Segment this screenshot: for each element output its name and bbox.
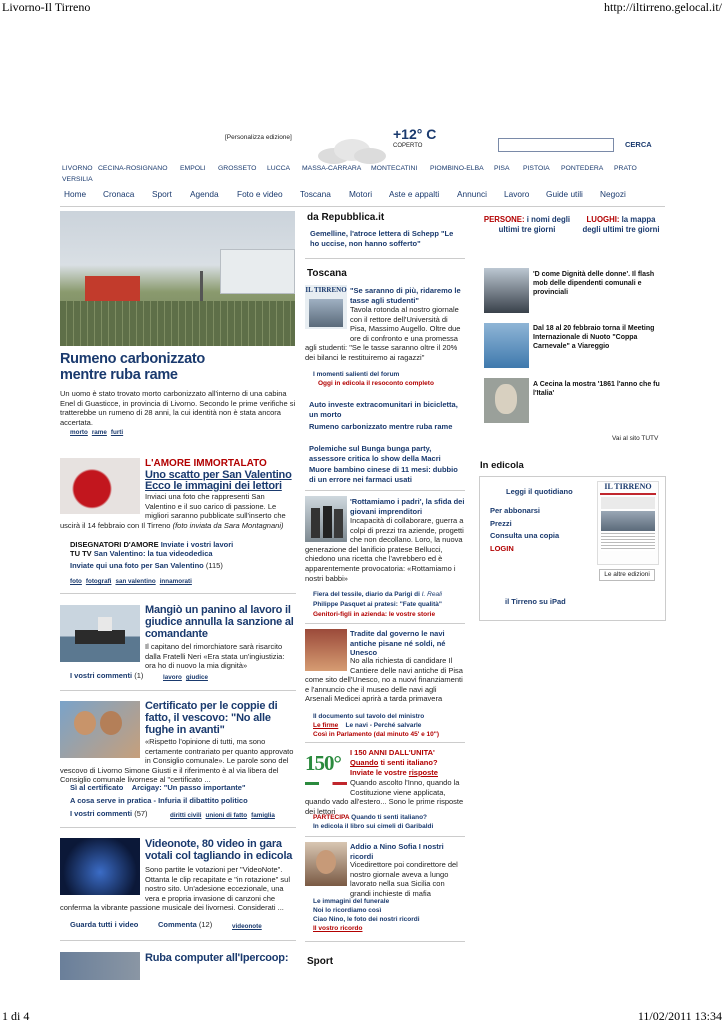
print-date: 11/02/2011 13:34 [637, 1009, 722, 1023]
lead-text: Un uomo è stato trovato morto carbonizzato all'interno di una cabina Enel di Guasticce, in provincia di Livorno. Secondo le prime verifiche si tratterebbe un rumeno di 28 anni, la cui identità non è stata ancora accertata. [60, 389, 296, 427]
city-link[interactable]: PISA [494, 165, 510, 172]
ipercoop-photo[interactable] [60, 952, 140, 980]
toscana-s4-sub2[interactable]: In edicola il libro sui cimeli di Garibaldi [313, 823, 434, 830]
sport-heading: Sport [307, 956, 334, 967]
nav-agenda[interactable]: Agenda [190, 189, 219, 199]
lead-tags [70, 427, 127, 437]
video-link-all[interactable]: Guarda tutti i video [70, 920, 139, 929]
weather-label: COPERTO [393, 143, 423, 149]
search-input[interactable] [498, 138, 614, 152]
toscana-s2-sub1[interactable]: Fiera del tessile, diario da Parigi di I. Reali [313, 591, 442, 598]
city-link[interactable]: PONTEDERA [561, 165, 604, 172]
city-link[interactable]: CECINA-ROSIGNANO [98, 165, 168, 172]
city-link[interactable]: PISTOIA [523, 165, 550, 172]
video-text: Sono partite le votazioni per "VideoNote". Ottanta le clip recapitate e "in rotazione" sul nostro sito. Un'adesione eccezionale, una vera e propria invasione di canzoni che conferma la vibrante passione musicale dei livornesi. Considerati ... [60, 865, 290, 913]
tutv-item-3[interactable]: A Cecina la mostra '1861 l'anno che fu l'Italia' [533, 381, 660, 397]
nav-cronaca[interactable]: Cronaca [103, 189, 135, 199]
tag-link[interactable]: rame [91, 429, 107, 436]
repubblica-item[interactable]: Gemelline, l'atroce lettera di Schepp "Le ho uccise, non hanno sofferto" [310, 229, 454, 248]
lead-headline[interactable]: Rumeno carbonizzato mentre ruba rame [60, 351, 205, 383]
weather-cloud-icon [312, 134, 392, 166]
panino-headline[interactable]: Mangiò un panino al lavoro il giudice annulla la sanzione al comandante [145, 604, 294, 641]
tag-link[interactable]: morto [70, 429, 88, 436]
leggi-quotidiano-link[interactable]: Leggi il quotidiano [506, 487, 573, 496]
toscana-s4-title2[interactable]: Inviate le vostre risposte [350, 768, 438, 777]
video-comment-link[interactable]: Commenta (12) [158, 920, 213, 929]
toscana-s2-text: Incapacità di collaborare, guerra a colpi di prezzi tra aziende, progetti che non decollano. Loro, la nuova generazione del lanificio pratese Bellucci, chiedono una ricetta che l'avrebbero ed è apparentemente provocatoria: «Rottamiamo i nostri babbi» [305, 516, 464, 583]
nav-toscana[interactable]: Toscana [300, 189, 331, 199]
tutv-item-1[interactable]: 'D come Dignità delle donne'. Il flash mob delle dipendenti comunali e provinciali [533, 271, 655, 296]
temperature: +12° C [393, 126, 437, 142]
tutv-site-link[interactable]: Vai al sito TUTV [612, 435, 659, 442]
tag-link[interactable]: innamorati [159, 578, 192, 585]
tag-link[interactable]: giudice [185, 674, 208, 681]
panino-tags [163, 672, 212, 682]
tag-link[interactable]: foto [70, 578, 82, 585]
nav-negozi[interactable]: Negozi [600, 189, 626, 199]
coppie-headline[interactable]: Certificato per le coppie di fatto, il vescovo: "No alle fughe in avanti" [145, 700, 278, 737]
city-link[interactable]: EMPOLI [180, 165, 206, 172]
ipad-link[interactable]: il Tirreno su iPad [505, 597, 566, 606]
toscana-s5-title[interactable]: Addio a Nino Sofia I nostri ricordi [350, 842, 444, 861]
toscana-s5-sub1[interactable]: Le immagini del funerale [313, 898, 390, 905]
toscana-heading: Toscana [307, 268, 347, 279]
personalize-link[interactable]: [Personalizza edizione] [225, 134, 292, 141]
tag-link[interactable]: lavoro [163, 674, 182, 681]
tag-link[interactable]: fotografi [85, 578, 112, 585]
nav-annunci[interactable]: Annunci [457, 189, 487, 199]
amore-title-1[interactable]: Uno scatto per San Valentino [145, 469, 292, 481]
toscana-s2-sub2[interactable]: Philippe Pasquet ai pratesi: "Fate qualità" [313, 601, 442, 608]
persone-link[interactable]: PERSONE: i nomi degli ultimi tre giorni [483, 215, 571, 234]
abbonarsi-link[interactable]: Per abbonarsi [490, 506, 541, 515]
tag-link[interactable]: diritti civili [170, 812, 202, 819]
city-link[interactable]: LIVORNO [62, 165, 93, 172]
nav-sport[interactable]: Sport [152, 189, 172, 199]
toscana-s1-sub2[interactable]: Oggi in edicola il resoconto completo [318, 380, 434, 387]
amore-tags [70, 576, 196, 586]
toscana-list-1[interactable]: Auto investe extracomunitari in bicicletta, un morto [309, 400, 458, 419]
toscana-s3-sub3[interactable]: Così in Parlamento (dal minuto 45' e 10") [313, 731, 439, 738]
toscana-s5-sub4[interactable]: Il vostro ricordo [313, 925, 363, 932]
video-headline[interactable]: Videonote, 80 video in gara votali col tagliando in edicola [145, 838, 293, 863]
newspaper-cover[interactable]: IL TIRRENO [597, 481, 659, 565]
toscana-list-2[interactable]: Rumeno carbonizzato mentre ruba rame [309, 422, 453, 431]
repubblica-heading: da Repubblica.it [307, 212, 385, 223]
coppie-tags [170, 810, 279, 820]
toscana-s4-sub1[interactable]: PARTECIPA Quando ti senti italiano? [313, 814, 428, 821]
video-tags [232, 921, 266, 931]
tutv-thumb-1[interactable] [484, 268, 529, 313]
edicola-heading: In edicola [480, 460, 524, 471]
toscana-s3-title[interactable]: Tradite dal governo le navi antiche pisane né soldi, né Unesco [350, 629, 446, 658]
tugboat-photo[interactable] [60, 605, 140, 662]
print-title: Livorno-Il Tirreno [2, 0, 91, 14]
city-link[interactable]: MASSA-CARRARA [302, 165, 362, 172]
toscana-s5-text: Vicedirettore poi condirettore del nostro giornale aveva a lungo lavorato nella sua Sicilia con grandi inchieste di mafia [350, 860, 458, 898]
coppie-text: «Rispetto l'opinione di tutti, ma sono certamente contrariato per quanto approvato in Consiglio comunale». Le parole sono del vescovo di Livorno Simone Giusti e il riferimento è al via libera del Consiglio comunale livornese al "certificato ... [60, 737, 294, 785]
coppie-link-1[interactable]: Sì al certificato Arcigay: "Un passo importante" [70, 783, 246, 792]
toscana-s1-sub1[interactable]: I momenti salienti del forum [313, 371, 400, 378]
login-link[interactable]: LOGIN [490, 544, 514, 553]
nino-sofia-photo[interactable] [305, 842, 347, 886]
panino-comments[interactable]: I vostri commenti (1) [70, 671, 144, 680]
toscana-s5-sub2[interactable]: Noi lo ricordiamo così [313, 907, 382, 914]
toscana-s3-text: No alla richiesta di candidare Il Cantiere delle navi antiche di Pisa come sito dell'Unesco, no a nuovi finanziamenti e l'annuncio che il museo delle navi agli Arsenali Medicei aprirà a tarda primavera [305, 656, 463, 704]
city-link[interactable]: MONTECATINI [371, 165, 418, 172]
nav-guide[interactable]: Guide utili [546, 189, 583, 199]
toscana-s3-sub2[interactable]: Le firme Le navi - Perché salvarle [313, 722, 422, 729]
tirreno-forum-photo[interactable]: IL TIRRENO [305, 285, 347, 329]
prezzi-link[interactable]: Prezzi [490, 519, 512, 528]
city-link[interactable]: LUCCA [267, 165, 291, 172]
toscana-s1-title[interactable]: "Se saranno di più, ridaremo le tasse agli studenti" [350, 286, 461, 305]
amore-text: Inviaci una foto che rappresenti San Valentino e il suo carico di passione. Le migliori saranno pubblicate sull'inserto che uscirà il 14 febbraio con Il Tirreno (foto inviata da Sara Montagnani) [60, 492, 286, 530]
tutv-thumb-3[interactable] [484, 378, 529, 423]
city-link[interactable]: VERSILIA [62, 176, 93, 183]
consulta-link[interactable]: Consulta una copia [490, 531, 560, 540]
tag-link[interactable]: san valentino [115, 578, 156, 585]
toscana-s3-sub1[interactable]: Il documento sul tavolo del ministro [313, 713, 425, 720]
toscana-s2-title[interactable]: 'Rottamiamo i padri', la sfida dei giovani imprenditori [350, 497, 465, 516]
amore-title-2[interactable]: Ecco le immagini dei lettori [145, 480, 282, 492]
tutv-thumb-2[interactable] [484, 323, 529, 368]
print-page: 1 di 4 [2, 1009, 30, 1023]
nav-home[interactable]: Home [64, 189, 87, 199]
tutv-item-2[interactable]: Dal 18 al 20 febbraio torna il Meeting Internazionale di Nuoto "Coppa Carnevale" a Viareggio [533, 325, 655, 350]
city-link[interactable]: PIOMBINO-ELBA [430, 165, 484, 172]
search-button[interactable]: CERCA [625, 140, 652, 149]
nav-foto-video[interactable]: Foto e video [237, 189, 283, 199]
toscana-list-3[interactable]: Polemiche sul Bunga bunga party, assessore critica lo show della Macri [309, 444, 441, 463]
toscana-s5-sub3[interactable]: Ciao Nino, le foto dei nostri ricordi [313, 916, 420, 923]
150-anni-logo: 150° [305, 747, 347, 789]
nav-motori[interactable]: Motori [349, 189, 373, 199]
amore-kicker: L'AMORE IMMORTALATO [145, 458, 267, 469]
print-url: http://iltirreno.gelocal.it/ [604, 0, 722, 14]
tag-link[interactable]: unioni di fatto [205, 812, 248, 819]
altre-edizioni-button[interactable]: Le altre edizioni [599, 569, 655, 581]
tag-link[interactable]: famiglia [251, 812, 275, 819]
coppie-comments[interactable]: I vostri commenti (57) [70, 809, 148, 818]
toscana-s4-title1[interactable]: Quando ti senti italiano? [350, 758, 438, 767]
toscana-s4-text: Quando ascolto l'Inno, quando la Costituzione viene applicata, quando vado all'estero... Sono le prime risposte dei lettori [305, 778, 464, 816]
toscana-s2-sub3[interactable]: Genitori-figli in azienda: le vostre storie [313, 611, 436, 618]
city-link[interactable]: PRATO [614, 165, 637, 172]
amore-link-2[interactable]: TU TV San Valentino: la tua videodedica [70, 549, 213, 558]
tag-link[interactable]: videonote [232, 923, 262, 930]
city-link[interactable]: GROSSETO [218, 165, 257, 172]
nav-lavoro[interactable]: Lavoro [504, 189, 530, 199]
toscana-s4-kicker: I 150 ANNI DALL'UNITA' [350, 748, 435, 757]
pc-headline[interactable]: Ruba computer all'Ipercoop: [145, 952, 289, 964]
coppie-link-2[interactable]: A cosa serve in pratica - Infuria il dibattito politico [70, 796, 248, 805]
toscana-list-4[interactable]: Muore bambino cinese di 11 mesi: dubbio di un errore nei farmaci usati [309, 465, 458, 484]
tag-link[interactable]: furti [110, 429, 124, 436]
amore-link-1[interactable]: DISEGNATORI D'AMORE Inviate i vostri lavori [70, 540, 234, 549]
nav-aste[interactable]: Aste e appalti [389, 189, 440, 199]
panino-text: Il capitano del rimorchiatore sarà risarcito dalla Fratelli Neri «Era stata un'ingiustizia: ora ho di nuovo la mia dignità» [145, 642, 285, 671]
toscana-s1-text: Tavola rotonda al nostro giornale con il rettore dell'Università di Pisa, Massimo Augello. Oltre due ore di confronto e una promessa agli studenti: "Se le tasse saranno oltre il 20% dei bilanci le restituiremo ai ragazzi" [305, 305, 461, 362]
luoghi-link[interactable]: LUOGHI: la mappa degli ultimi tre giorni [582, 215, 660, 234]
lead-photo[interactable] [60, 211, 295, 346]
amore-link-3[interactable]: Inviate qui una foto per San Valentino (115) [70, 561, 223, 570]
